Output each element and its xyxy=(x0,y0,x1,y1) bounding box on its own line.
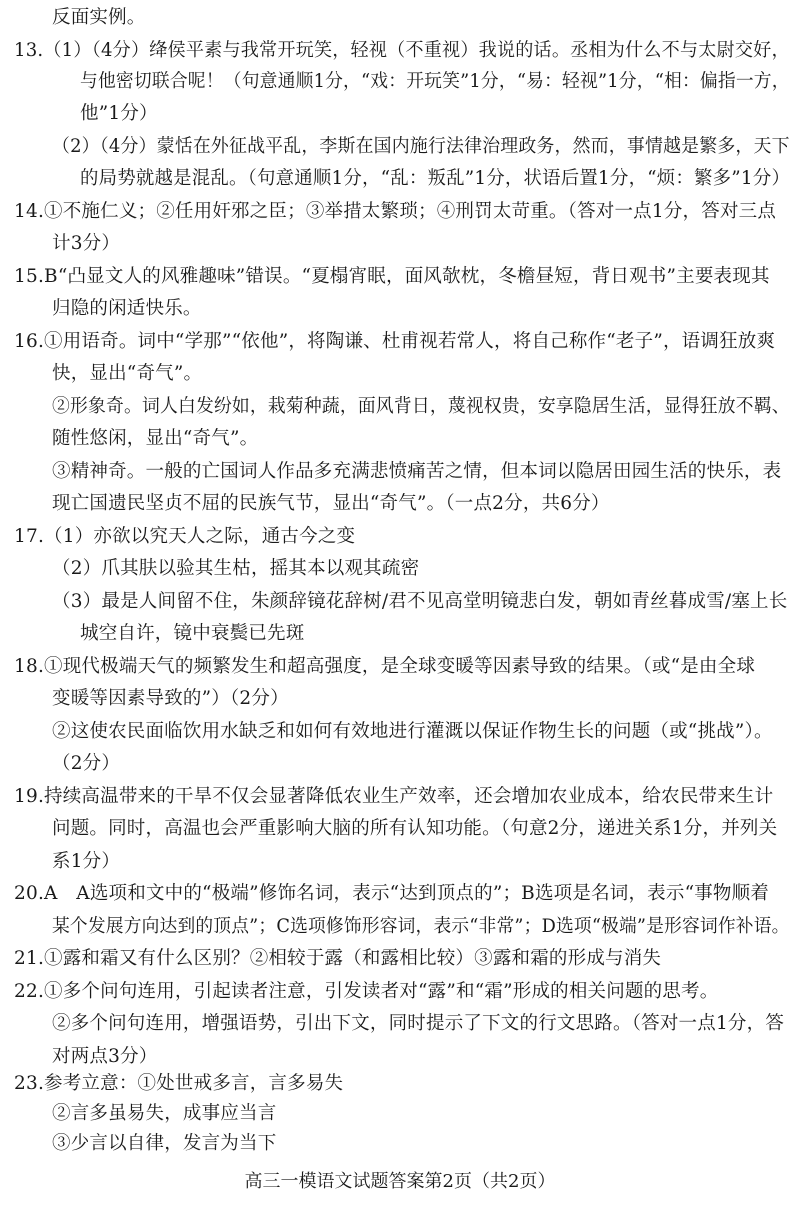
text-line: ③少言以自律，发言为当下 xyxy=(52,1133,277,1154)
text-line: 17.（1）亦欲以究天人之际，通古今之变 xyxy=(14,526,356,547)
text-line: 16.①用语奇。词中“学那”“依他”，将陶谦、杜甫视若常人，将自己称作“老子”，语调狂放爽 xyxy=(14,331,776,352)
text-line: 城空自许，镜中衰鬓已先斑 xyxy=(80,623,305,644)
text-line: 14.①不施仁义；②任用奸邪之臣；③举措太繁琐；④刑罚太苛重。（答对一点1分，答对三点 xyxy=(14,201,777,222)
text-line: 问题。同时，高温也会严重影响大脑的所有认知功能。（句意2分，递进关系1分，并列关 xyxy=(52,818,778,839)
text-line: 反面实例。 xyxy=(52,7,146,28)
text-line: （2）爪其肤以验其生枯，摇其本以观其疏密 xyxy=(52,558,420,579)
text-line: ②多个问句连用，增强语势，引出下文，同时提示了下文的行文思路。（答对一点1分，答 xyxy=(52,1013,785,1034)
page-footer: 高三一模语文试题答案第2页（共2页） xyxy=(244,1171,556,1192)
text-line: 20.A A选项和文中的“极端”修饰名词，表示“达到顶点的”；B选项是名词，表示“事物顺着 xyxy=(14,883,770,904)
text-line: 计3分） xyxy=(52,233,121,254)
text-line: ②形象奇。词人白发纷如，栽菊种蔬，面风背日，蔑视权贵，安享隐居生活，显得狂放不羁、 xyxy=(52,396,790,417)
text-line: 15.B“凸显文人的风雅趣味”错误。“夏榻宵眠，面风欹枕，冬檐昼短，背日观书”主要表现其 xyxy=(14,266,770,287)
text-line: ③精神奇。一般的亡国词人作品多充满悲愤痛苦之情，但本词以隐居田园生活的快乐，表 xyxy=(52,461,782,482)
text-line: 与他密切联合呢！（句意通顺1分，“戏：开玩笑”1分，“易：轻视”1分，“相：偏指一方， xyxy=(80,71,790,92)
text-line: 系1分） xyxy=(52,851,121,872)
text-line: 他”1分） xyxy=(80,103,158,124)
text-line: 现亡国遗民坚贞不屈的民族气节，显出“奇气”。（一点2分，共6分） xyxy=(52,493,610,514)
text-line: 22.①多个问句连用，引起读者注意，引发读者对“露”和“霜”形成的相关问题的思考。 xyxy=(14,981,719,1002)
text-line: 对两点3分） xyxy=(52,1046,158,1067)
text-line: 18.①现代极端天气的频繁发生和超高强度，是全球变暖等因素导致的结果。（或“是由全球 xyxy=(14,656,756,677)
text-line: 变暖等因素导致的”）（2分） xyxy=(52,688,289,709)
text-line: （2）（4分）蒙恬在外征战平乱，李斯在国内施行法律治理政务，然而，事情越是繁多，天下 xyxy=(52,136,790,157)
text-line: 某个发展方向达到的顶点”；C选项修饰形容词，表示“非常”；D选项“极端”是形容词作补语。 xyxy=(52,916,790,937)
text-line: ②这使农民面临饮用水缺乏和如何有效地进行灌溉以保证作物生长的问题（或“挑战”）。 xyxy=(52,721,773,742)
text-line: 19.持续高温带来的干旱不仅会显著降低农业生产效率，还会增加农业成本，给农民带来生计 xyxy=(14,786,774,807)
text-line: 快，显出“奇气”。 xyxy=(52,363,203,384)
text-line: （2分） xyxy=(52,753,121,774)
text-line: 13.（1）（4分）绛侯平素与我常开玩笑，轻视（不重视）我说的话。丞相为什么不与太尉交好， xyxy=(14,40,790,61)
text-line: ②言多虽易失，成事应当言 xyxy=(52,1103,277,1124)
text-line: 的局势就越是混乱。（句意通顺1分，“乱：叛乱”1分，状语后置1分，“烦：繁多”1分） xyxy=(80,168,791,189)
text-line: 21.①露和霜又有什么区别？②相较于露（和露相比较）③露和霜的形成与消失 xyxy=(14,948,662,969)
text-line: （3）最是人间留不住，朱颜辞镜花辞树/君不见高堂明镜悲白发，朝如青丝暮成雪/塞上长 xyxy=(52,591,788,612)
text-line: 归隐的闲适快乐。 xyxy=(52,298,202,319)
text-line: 随性悠闲，显出“奇气”。 xyxy=(52,428,259,449)
text-line: 23.参考立意：①处世戒多言，言多易失 xyxy=(14,1073,344,1094)
